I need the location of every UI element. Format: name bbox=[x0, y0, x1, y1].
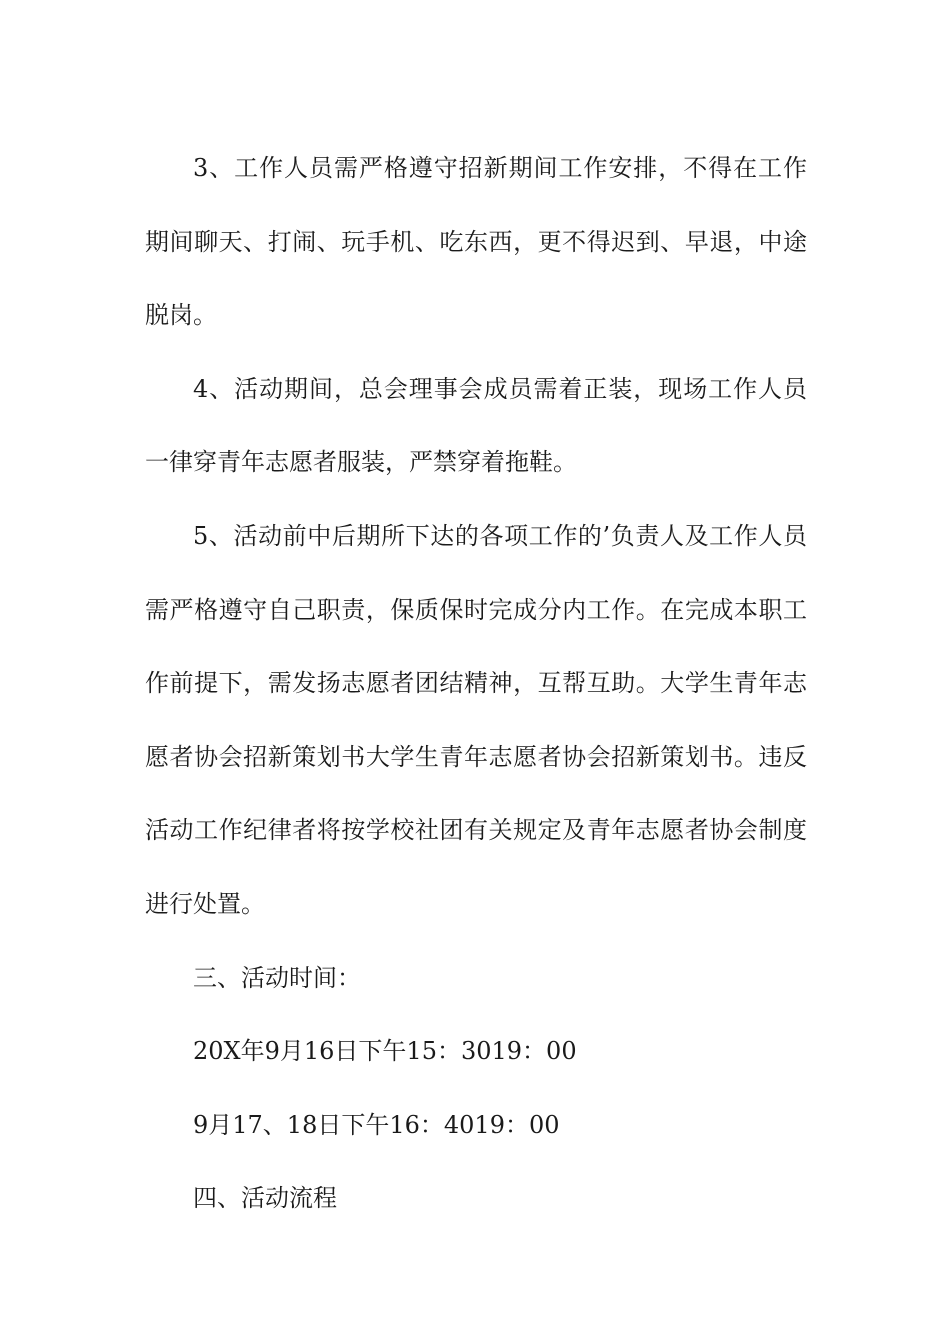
document-body bbox=[145, 132, 807, 1236]
section-heading-activity-process: 四、活动流程 bbox=[193, 1184, 337, 1213]
time-line-2: 9月17、18日下午16：4019：00 bbox=[193, 1110, 560, 1139]
time-line-1: 20X年9月16日下午15：3019：00 bbox=[193, 1037, 577, 1066]
paragraph-rule-4: 4、活动期间，总会理事会成员需着正装，现场工作人员一律穿青年志愿者服装，严禁穿着拖鞋。 bbox=[145, 374, 807, 477]
paragraph-rule-5: 5、活动前中后期所下达的各项工作的’负责人及工作人员需严格遵守自己职责，保质保时完成分内工作。在完成本职工作前提下，需发扬志愿者团结精神，互帮互助。大学生青年志愿者协会招新策划书大学生青年志愿者协会招新策划书。违反活动工作纪律者将按学校社团有关规定及青年志愿者协会制度进行处置。 bbox=[145, 521, 807, 918]
paragraph-rule-3: 3、工作人员需严格遵守招新期间工作安排，不得在工作期间聊天、打闹、玩手机、吃东西，更不得迟到、早退，中途脱岗。 bbox=[145, 154, 807, 330]
section-heading-activity-time: 三、活动时间： bbox=[193, 963, 361, 992]
